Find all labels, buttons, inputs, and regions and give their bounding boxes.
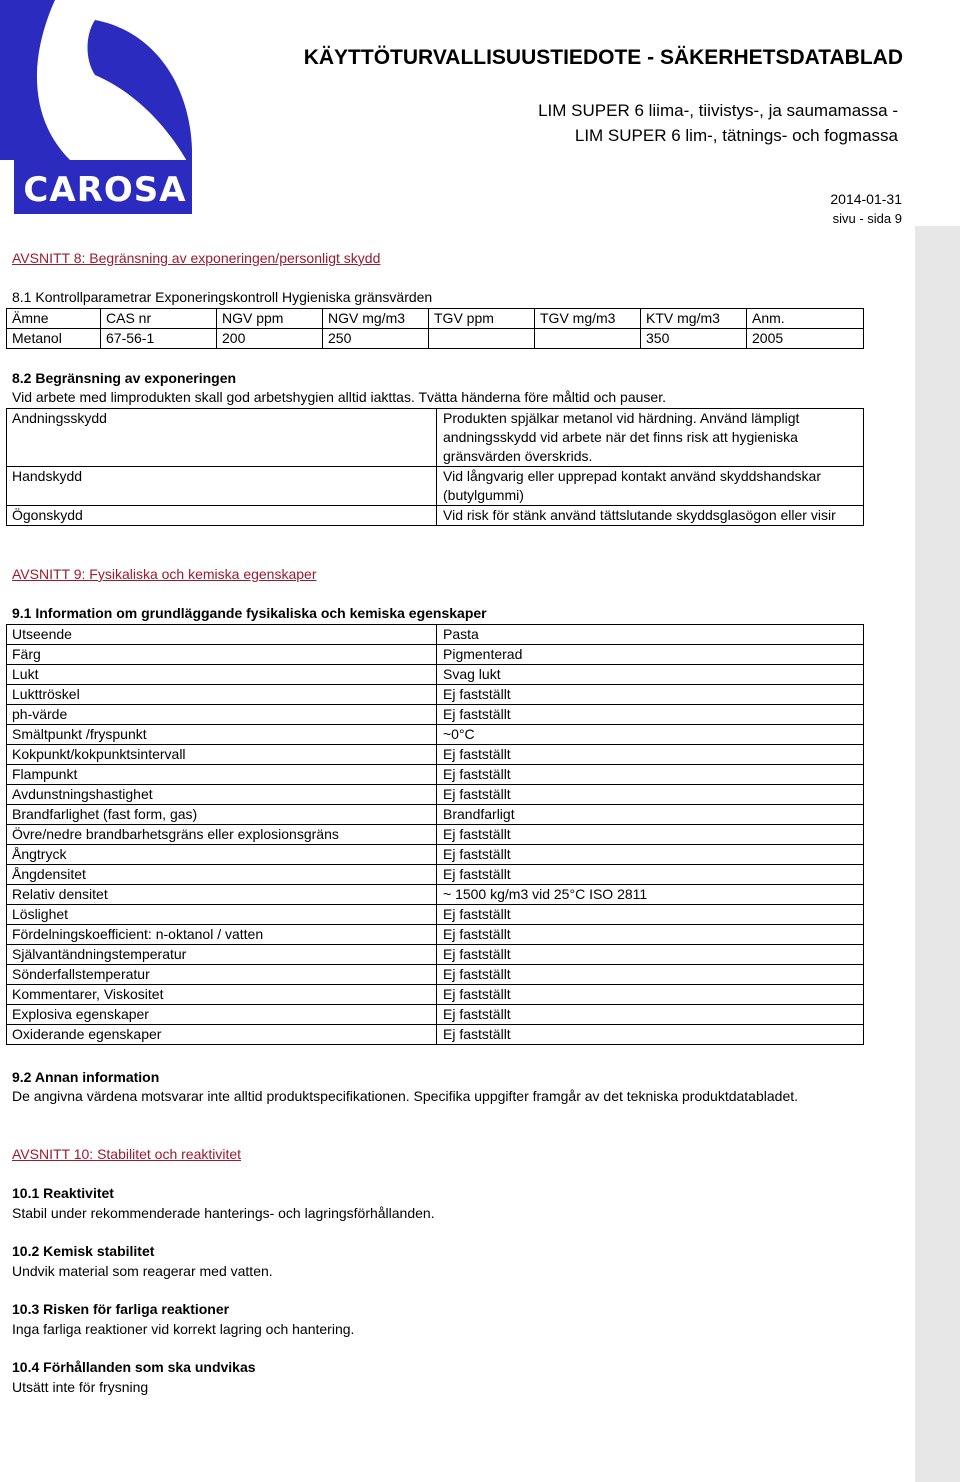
- table-row: [7, 705, 864, 725]
- property-value: Ej fastställt: [437, 685, 864, 705]
- section-10-3-text: Inga farliga reaktioner vid korrekt lagring och hantering.: [12, 1321, 355, 1337]
- table-row: [7, 467, 864, 506]
- property-name: Ångtryck: [7, 845, 437, 865]
- property-name: Löslighet: [7, 905, 437, 925]
- table-header-cell: Ämne: [7, 309, 101, 329]
- section-8-heading: AVSNITT 8: Begränsning av exponeringen/personligt skydd: [12, 250, 381, 266]
- section-10-3-title: 10.3 Risken för farliga reaktioner: [12, 1301, 230, 1317]
- section-9-heading: AVSNITT 9: Fysikaliska och kemiska egenskaper: [12, 566, 317, 582]
- section-10-1-title: 10.1 Reaktivitet: [12, 1185, 114, 1201]
- table-row: [7, 805, 864, 825]
- property-value: Svag lukt: [437, 665, 864, 685]
- property-name: Lukttröskel: [7, 685, 437, 705]
- property-name: Explosiva egenskaper: [7, 1005, 437, 1025]
- section-10-4-title: 10.4 Förhållanden som ska undvikas: [12, 1359, 256, 1375]
- property-name: Färg: [7, 645, 437, 665]
- table-header-cell: NGV mg/m3: [323, 309, 429, 329]
- table-row: [7, 409, 864, 467]
- description-line: gränsvärden överskrids.: [443, 448, 593, 464]
- table-header-cell: NGV ppm: [217, 309, 323, 329]
- document-title: KÄYTTÖTURVALLISUUSTIEDOTE - SÄKERHETSDATABLAD: [303, 46, 903, 69]
- property-value: ~0°C: [437, 725, 864, 745]
- table-row: [7, 506, 864, 526]
- table-row: [7, 885, 864, 905]
- table-row: [7, 645, 864, 665]
- property-name: Ångdensitet: [7, 865, 437, 885]
- table-row: [7, 945, 864, 965]
- protection-description: [437, 506, 864, 526]
- property-value: Brandfarligt: [437, 805, 864, 825]
- table-cell: 250: [323, 329, 429, 349]
- property-value: Ej fastställt: [437, 845, 864, 865]
- description-line: Vid risk för stänk använd tättslutande skyddsglasögon eller visir: [443, 507, 836, 523]
- property-value: ~ 1500 kg/m3 vid 25°C ISO 2811: [437, 885, 864, 905]
- property-value: Ej fastställt: [437, 1005, 864, 1025]
- property-value: Ej fastställt: [437, 985, 864, 1005]
- table-cell: 67-56-1: [101, 329, 217, 349]
- protection-description: [437, 467, 864, 506]
- section-9-2-text: De angivna värdena motsvarar inte alltid produktspecifikationen. Specifika uppgifter framgår av det tekniska produktdatabladet.: [12, 1088, 799, 1104]
- property-name: Kokpunkt/kokpunktsintervall: [7, 745, 437, 765]
- description-line: andningsskydd vid arbete när det finns risk att hygieniska: [443, 429, 798, 445]
- section-10-heading: AVSNITT 10: Stabilitet och reaktivitet: [12, 1146, 242, 1162]
- carosa-logo: [0, 0, 200, 220]
- property-name: Självantändningstemperatur: [7, 945, 437, 965]
- section-10-4-text: Utsätt inte för frysning: [12, 1379, 149, 1395]
- table-header-cell: Anm.: [747, 309, 864, 329]
- protection-label: Andningsskydd: [7, 409, 437, 467]
- table-row: [7, 625, 864, 645]
- property-name: Smältpunkt /fryspunkt: [7, 725, 437, 745]
- exposure-limits-table: [6, 308, 864, 349]
- document-date: 2014-01-31: [830, 191, 902, 207]
- property-name: Avdunstningshastighet: [7, 785, 437, 805]
- table-row: [7, 329, 864, 349]
- table-row: [7, 985, 864, 1005]
- table-row: [7, 925, 864, 945]
- property-value: Pasta: [437, 625, 864, 645]
- properties-table: [6, 624, 864, 1045]
- table-cell: 350: [641, 329, 747, 349]
- section-9-2-title: 9.2 Annan information: [12, 1069, 160, 1085]
- property-name: Lukt: [7, 665, 437, 685]
- protection-description: [437, 409, 864, 467]
- property-name: Brandfarlighet (fast form, gas): [7, 805, 437, 825]
- property-name: Sönderfallstemperatur: [7, 965, 437, 985]
- table-header-cell: TGV ppm: [429, 309, 535, 329]
- table-header-cell: KTV mg/m3: [641, 309, 747, 329]
- protection-label: Ögonskydd: [7, 506, 437, 526]
- section-8-2-title: 8.2 Begränsning av exponeringen: [12, 370, 237, 386]
- property-value: Ej fastställt: [437, 965, 864, 985]
- property-value: Ej fastställt: [437, 705, 864, 725]
- table-row: [7, 845, 864, 865]
- property-value: Ej fastställt: [437, 905, 864, 925]
- property-name: Oxiderande egenskaper: [7, 1025, 437, 1045]
- property-value: Ej fastställt: [437, 865, 864, 885]
- table-cell: 2005: [747, 329, 864, 349]
- table-row: [7, 965, 864, 985]
- logo-text: CAROSA: [23, 170, 187, 210]
- section-10-1-text: Stabil under rekommenderade hanterings- och lagringsförhållanden.: [12, 1205, 435, 1221]
- table-row: [7, 865, 864, 885]
- table-cell: [535, 329, 641, 349]
- table-row: [7, 1005, 864, 1025]
- table-header-cell: TGV mg/m3: [535, 309, 641, 329]
- section-8-1-title: 8.1 Kontrollparametrar Exponeringskontroll Hygieniska gränsvärden: [12, 289, 433, 305]
- property-value: Ej fastställt: [437, 765, 864, 785]
- table-row: [7, 765, 864, 785]
- table-header-cell: CAS nr: [101, 309, 217, 329]
- property-name: Flampunkt: [7, 765, 437, 785]
- table-row: [7, 745, 864, 765]
- table-cell: Metanol: [7, 329, 101, 349]
- property-value: Ej fastställt: [437, 825, 864, 845]
- property-name: Övre/nedre brandbarhetsgräns eller explosionsgräns: [7, 825, 437, 845]
- table-row: [7, 665, 864, 685]
- table-row: [7, 725, 864, 745]
- page-number: sivu - sida 9: [832, 211, 902, 226]
- property-value: Ej fastställt: [437, 745, 864, 765]
- description-line: (butylgummi): [443, 487, 524, 503]
- section-10-2-title: 10.2 Kemisk stabilitet: [12, 1243, 155, 1259]
- description-line: Produkten spjälkar metanol vid härdning. Använd lämpligt: [443, 410, 800, 426]
- section-8-2-text: Vid arbete med limprodukten skall god arbetshygien alltid iakttas. Tvätta händerna före måltid och pauser.: [12, 389, 666, 405]
- product-name-line-2: LIM SUPER 6 lim-, tätnings- och fogmassa: [574, 126, 898, 145]
- protection-label: Handskydd: [7, 467, 437, 506]
- section-10-2-text: Undvik material som reagerar med vatten.: [12, 1263, 273, 1279]
- property-value: Ej fastställt: [437, 945, 864, 965]
- right-margin-bar: [915, 226, 960, 1482]
- property-value: Ej fastställt: [437, 1025, 864, 1045]
- description-line: Vid långvarig eller upprepad kontakt använd skyddshandskar: [443, 468, 821, 484]
- table-header-row: [7, 309, 864, 329]
- product-name-line-1: LIM SUPER 6 liima-, tiivistys-, ja saumamassa -: [538, 101, 898, 120]
- table-row: [7, 1025, 864, 1045]
- property-value: Ej fastställt: [437, 925, 864, 945]
- property-name: ph-värde: [7, 705, 437, 725]
- table-cell: [429, 329, 535, 349]
- table-row: [7, 825, 864, 845]
- section-9-1-title: 9.1 Information om grundläggande fysikaliska och kemiska egenskaper: [12, 605, 487, 621]
- property-value: Ej fastställt: [437, 785, 864, 805]
- property-name: Kommentarer, Viskositet: [7, 985, 437, 1005]
- table-row: [7, 685, 864, 705]
- property-name: Utseende: [7, 625, 437, 645]
- property-name: Relativ densitet: [7, 885, 437, 905]
- property-value: Pigmenterad: [437, 645, 864, 665]
- protection-table: [6, 408, 864, 526]
- property-name: Fördelningskoefficient: n-oktanol / vatten: [7, 925, 437, 945]
- table-row: [7, 905, 864, 925]
- table-row: [7, 785, 864, 805]
- table-cell: 200: [217, 329, 323, 349]
